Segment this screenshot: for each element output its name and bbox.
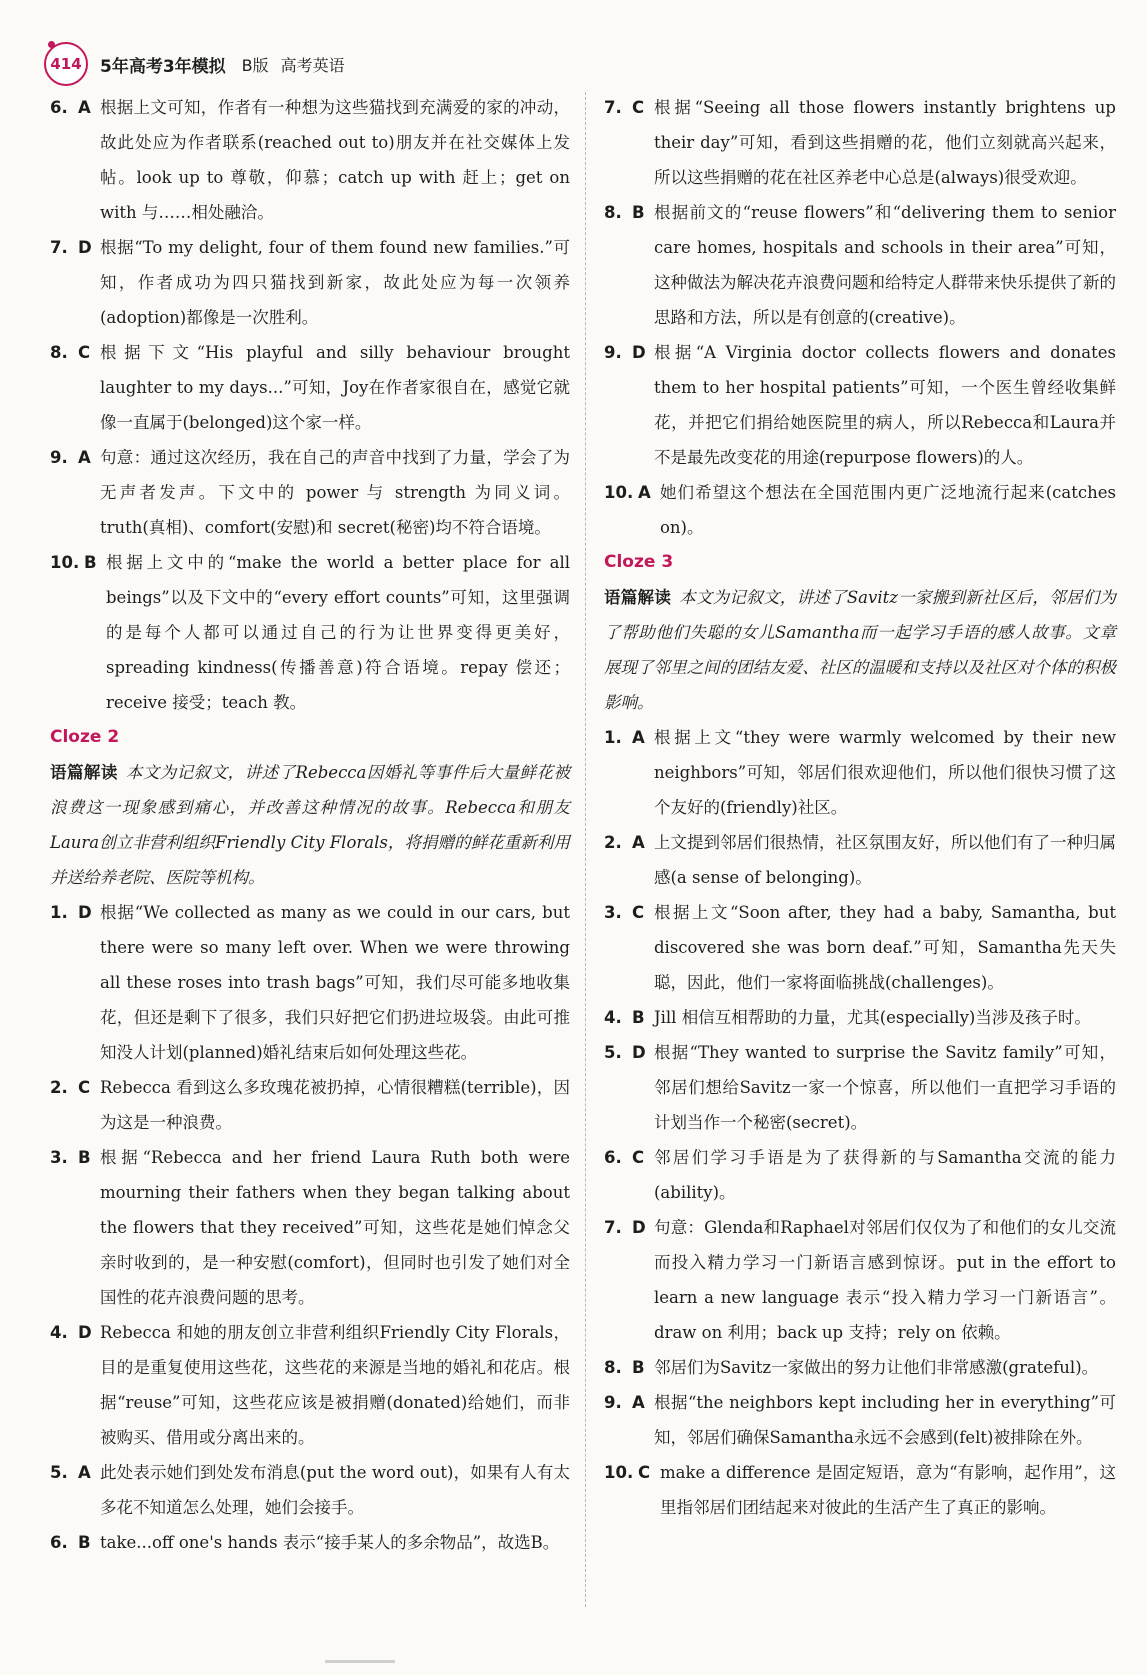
answer-item [604,825,1116,895]
explanation-text: Rebecca 和她的朋友创立非营利组织Friendly City Florals，目的是重复使用这些花，这些花的来源是当地的婚礼和花店。根据“reuse”可知，这些花应该是被捐赠(donated)给她们，而非被购买、借用或分离出来的。 [100,1323,570,1447]
explanation-text: 邻居们学习手语是为了获得新的与Samantha交流的能力(ability)。 [654,1148,1116,1202]
explanation-text: 根据“Rebecca and her friend Laura Ruth both were mourning their fathers when they began talking about the flowers that they received”可知，这些花是她们悼念父亲时收到的，是一种安慰(comfort)，但同时也引发了她们对全国性的花卉浪费问题的思考。 [100,1148,570,1307]
answer-letter: C [632,903,645,922]
footer-rule [325,1660,395,1663]
answer-letter: B [632,1358,645,1377]
answer-item [50,1315,570,1455]
question-number: 10. [604,1463,634,1482]
explanation-text: 她们希望这个想法在全国范围内更广泛地流行起来(catches on)。 [660,483,1116,537]
answer-letter: D [632,343,646,362]
intro-label: 语篇解读 [50,763,118,782]
answer-letter: B [78,1533,91,1552]
answer-item [50,895,570,1070]
question-number: 10. [50,553,80,572]
answer-letter: A [632,833,645,852]
question-number: 2. [604,833,622,852]
cloze-2-heading: Cloze 2 [50,727,120,747]
explanation-text: take...off one's hands 表示“接手某人的多余物品”，故选B。 [100,1533,560,1552]
explanation-text: 根据“the neighbors kept including her in everything”可知，邻居们确保Samantha永远不会感到(felt)被排除在外。 [654,1393,1116,1447]
question-number: 1. [604,728,622,747]
explanation-text: Jill 相信互相帮助的力量，尤其(especially)当涉及孩子时。 [654,1008,1091,1027]
explanation-text: 根据上文中的“make the world a better place for all beings”以及下文中的“every effort counts”可知，这里强调的是每个人都可以通过自己的行为让世界变得更美好，spreading kindness(传播善意)符合语境。repay 偿还；receive 接受；teach 教。 [106,553,570,712]
explanation-text: 根据“They wanted to surprise the Savitz family”可知，邻居们想给Savitz一家一个惊喜，所以他们一直把学习手语的计划当作一个秘密(secret)。 [654,1043,1116,1132]
explanation-text: 根据“A Virginia doctor collects flowers and donates them to her hospital patients”可知，一个医生曾经收集鲜花，并把它们捐给她医院里的病人，所以Rebecca和Laura并不是最先改变花的用途(repurpose flowers)的人。 [654,343,1116,467]
question-number: 9. [604,1393,622,1412]
right-column [604,90,1116,1525]
question-number: 9. [50,448,68,467]
question-number: 3. [50,1148,68,1167]
answer-letter: C [78,343,91,362]
answer-item [604,720,1116,825]
intro-text: 本文为记叙文，讲述了Rebecca因婚礼等事件后大量鲜花被浪费这一现象感到痛心，并改善这种情况的故事。Rebecca和朋友Laura创立非营利组织Friendly City Florals，将捐赠的鲜花重新利用并送给养老院、医院等机构。 [50,763,570,887]
question-number: 4. [604,1008,622,1027]
answer-item [50,1070,570,1140]
explanation-text: 根据上文“Soon after, they had a baby, Samantha, but discovered she was born deaf.”可知，Samantha先天失聪，因此，他们一家将面临挑战(challenges)。 [654,903,1116,992]
intro-label: 语篇解读 [604,588,672,607]
answer-item [50,1455,570,1525]
answer-item [604,335,1116,475]
explanation-text: 此处表示她们到处发布消息(put the word out)，如果有人有太多花不知道怎么处理，她们会接手。 [100,1463,570,1517]
answer-letter: B [78,1148,91,1167]
question-number: 6. [50,98,68,117]
explanation-text: Rebecca 看到这么多玫瑰花被扔掉，心情很糟糕(terrible)，因为这是一种浪费。 [100,1078,570,1132]
explanation-text: 根据“To my delight, four of them found new families.”可知，作者成功为四只猫找到新家，故此处应为每一次领养(adoption)都像是一次胜利。 [100,238,570,327]
explanation-text: 邻居们为Savitz一家做出的努力让他们非常感激(grateful)。 [654,1358,1099,1377]
question-number: 3. [604,903,622,922]
explanation-text: 根据“Seeing all those flowers instantly brightens up their day”可知，看到这些捐赠的花，他们立刻就高兴起来，所以这些捐赠的花在社区养老中心总是(always)很受欢迎。 [654,98,1116,187]
question-number: 2. [50,1078,68,1097]
explanation-text: 根据前文的“reuse flowers”和“delivering them to senior care homes, hospitals and schools in their area”可知，这种做法为解决花卉浪费问题和给特定人群带来快乐提供了新的思路和方法，所以是有创意的(creative)。 [654,203,1116,327]
question-number: 8. [604,1358,622,1377]
question-number: 9. [604,343,622,362]
question-number: 7. [604,98,622,117]
answer-item [50,1525,570,1560]
question-number: 8. [50,343,68,362]
answer-letter: B [632,203,645,222]
answer-letter: C [632,1148,645,1167]
answer-item [50,440,570,545]
question-number: 1. [50,903,68,922]
answer-item [604,1000,1116,1035]
answer-item [50,1140,570,1315]
book-title: 5年高考3年模拟 [100,56,226,77]
cloze-3-intro [604,580,1116,720]
answer-letter: C [638,1463,651,1482]
question-number: 5. [50,1463,68,1482]
answer-letter: A [638,483,651,502]
answer-letter: A [632,1393,645,1412]
page-header [44,44,1104,84]
answer-item [604,1455,1116,1525]
answer-letter: A [632,728,645,747]
explanation-text: make a difference 是固定短语，意为“有影响，起作用”，这里指邻居们团结起来对彼此的生活产生了真正的影响。 [660,1463,1116,1517]
column-divider [585,92,586,1607]
answer-letter: D [78,903,92,922]
question-number: 6. [604,1148,622,1167]
answer-letter: B [632,1008,645,1027]
answer-item [50,545,570,720]
answer-letter: C [632,98,645,117]
answer-letter: A [78,448,91,467]
question-number: 5. [604,1043,622,1062]
answer-letter: B [84,553,97,572]
explanation-text: 句意：通过这次经历，我在自己的声音中找到了力量，学会了为无声者发声。下文中的 power 与 strength 为同义词。truth(真相)、comfort(安慰)和 secret(秘密)均不符合语境。 [100,448,570,537]
answer-item [50,90,570,230]
answer-item [50,230,570,335]
answer-letter: D [78,1323,92,1342]
answer-item [604,1140,1116,1210]
explanation-text: 上文提到邻居们很热情，社区氛围友好，所以他们有了一种归属感(a sense of belonging)。 [654,833,1116,887]
question-number: 7. [50,238,68,257]
answer-letter: A [78,1463,91,1482]
page-number-badge [44,42,88,86]
answer-item [604,1385,1116,1455]
answer-item [50,335,570,440]
question-number: 10. [604,483,634,502]
edition-label: B版 [241,55,269,75]
answer-item [604,195,1116,335]
answer-item [604,90,1116,195]
cloze-2-intro [50,755,570,895]
explanation-text: 根据下文“His playful and silly behaviour brought laughter to my days...”可知，Joy在作者家很自在，感觉它就像一直属于(belonged)这个家一样。 [100,343,570,432]
subject-label: 高考英语 [280,55,345,75]
answer-letter: A [78,98,91,117]
answer-item [604,475,1116,545]
answer-item [604,1035,1116,1140]
answer-item [604,1210,1116,1350]
answer-letter: D [78,238,92,257]
explanation-text: 根据“We collected as many as we could in our cars, but there were so many left over. When we were throwing all these roses into trash bags”可知，我们尽可能多地收集花，但还是剩下了很多，我们只好把它们扔进垃圾袋。由此可推知没人计划(planned)婚礼结束后如何处理这些花。 [100,903,570,1062]
explanation-text: 根据上文可知，作者有一种想为这些猫找到充满爱的家的冲动，故此处应为作者联系(reached out to)朋友并在社交媒体上发帖。look up to 尊敬，仰慕；catch up with 赶上；get on with 与……相处融洽。 [100,98,570,222]
question-number: 6. [50,1533,68,1552]
explanation-text: 句意：Glenda和Raphael对邻居们仅仅为了和他们的女儿交流而投入精力学习一门新语言感到惊讶。put in the effort to learn a new language 表示“投入精力学习一门新语言”。draw on 利用；back up 支持；rely on 依赖。 [654,1218,1116,1342]
answer-letter: D [632,1043,646,1062]
answer-item [604,895,1116,1000]
question-number: 4. [50,1323,68,1342]
answer-letter: C [78,1078,91,1097]
cloze-3-heading: Cloze 3 [604,552,674,572]
answer-item [604,1350,1116,1385]
question-number: 7. [604,1218,622,1237]
intro-text: 本文为记叙文，讲述了Savitz一家搬到新社区后，邻居们为了帮助他们失聪的女儿Samantha而一起学习手语的感人故事。文章展现了邻里之间的团结友爱、社区的温暖和支持以及社区对个体的积极影响。 [604,588,1116,712]
page-number: 414 [50,55,82,73]
left-column [50,90,570,1560]
explanation-text: 根据上文“they were warmly welcomed by their new neighbors”可知，邻居们很欢迎他们，所以他们很快习惯了这个友好的(friendly)社区。 [654,728,1116,817]
answer-letter: D [632,1218,646,1237]
question-number: 8. [604,203,622,222]
